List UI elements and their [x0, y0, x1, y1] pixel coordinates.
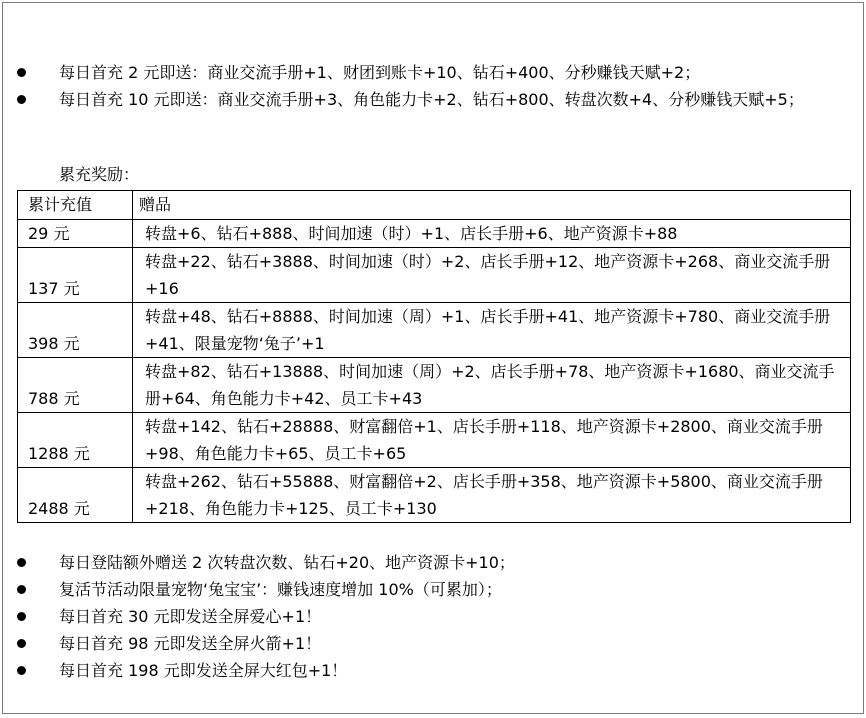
gift-cell: 转盘+6、钻石+888、时间加速（时）+1、店长手册+6、地产资源卡+88 [133, 220, 851, 248]
bullet-text: 每日首充 30 元即发送全屏爱心+1！ [59, 607, 322, 626]
amount-cell: 788 元 [18, 358, 133, 413]
amount-cell: 137 元 [18, 248, 133, 303]
bullet-text: 每日首充 98 元即发送全屏火箭+1！ [59, 634, 322, 653]
bullet-icon [17, 612, 26, 621]
document-page [2, 2, 864, 714]
bullet-text: 每日登陆额外赠送 2 次转盘次数、钻石+20、地产资源卡+10； [59, 553, 515, 572]
rewards-table [17, 190, 851, 523]
bullet-icon [17, 558, 26, 567]
amount-cell: 1288 元 [18, 413, 133, 468]
table-row [18, 303, 851, 358]
list-item [17, 576, 855, 603]
top-bullet-list [17, 59, 855, 113]
bullet-icon [17, 68, 26, 77]
gift-cell: 转盘+82、钻石+13888、时间加速（周）+2、店长手册+78、地产资源卡+1680、商业交流手册+64、角色能力卡+42、员工卡+43 [133, 358, 851, 413]
bullet-text: 复活节活动限量宠物‘兔宝宝’：赚钱速度增加 10%（可累加）； [59, 580, 502, 599]
bullet-text: 每日首充 198 元即发送全屏大红包+1！ [59, 661, 348, 680]
bullet-icon [17, 639, 26, 648]
list-item [17, 657, 855, 684]
table-row [18, 220, 851, 248]
gift-cell: 转盘+22、钻石+3888、时间加速（时）+2、店长手册+12、地产资源卡+268、商业交流手册+16 [133, 248, 851, 303]
bullet-text: 每日首充 2 元即送：商业交流手册+1、财团到账卡+10、钻石+400、分秒赚钱天赋+2； [59, 63, 701, 82]
table-row [18, 358, 851, 413]
amount-cell: 2488 元 [18, 468, 133, 523]
amount-cell: 398 元 [18, 303, 133, 358]
gift-cell: 转盘+48、钻石+8888、时间加速（周）+1、店长手册+41、地产资源卡+780、商业交流手册+41、限量宠物‘兔子’+1 [133, 303, 851, 358]
bullet-icon [17, 666, 26, 675]
table-row [18, 413, 851, 468]
list-item [17, 630, 855, 657]
bullet-icon [17, 95, 26, 104]
list-item [17, 603, 855, 630]
column-header-amount: 累计充值 [18, 191, 133, 220]
table-label: 累充奖励： [59, 165, 140, 184]
table-row [18, 468, 851, 523]
bullet-icon [17, 585, 26, 594]
list-item [17, 59, 855, 86]
gift-cell: 转盘+142、钻石+28888、财富翻倍+1、店长手册+118、地产资源卡+2800、商业交流手册+98、角色能力卡+65、员工卡+65 [133, 413, 851, 468]
bottom-bullet-list [17, 549, 855, 684]
table-header-row [18, 191, 851, 220]
list-item [17, 549, 855, 576]
table-row [18, 248, 851, 303]
column-header-gift: 赠品 [133, 191, 851, 220]
bullet-text: 每日首充 10 元即送：商业交流手册+3、角色能力卡+2、钻石+800、转盘次数+4、分秒赚钱天赋+5； [59, 90, 804, 109]
gift-cell: 转盘+262、钻石+55888、财富翻倍+2、店长手册+358、地产资源卡+5800、商业交流手册+218、角色能力卡+125、员工卡+130 [133, 468, 851, 523]
list-item [17, 86, 855, 113]
amount-cell: 29 元 [18, 220, 133, 248]
